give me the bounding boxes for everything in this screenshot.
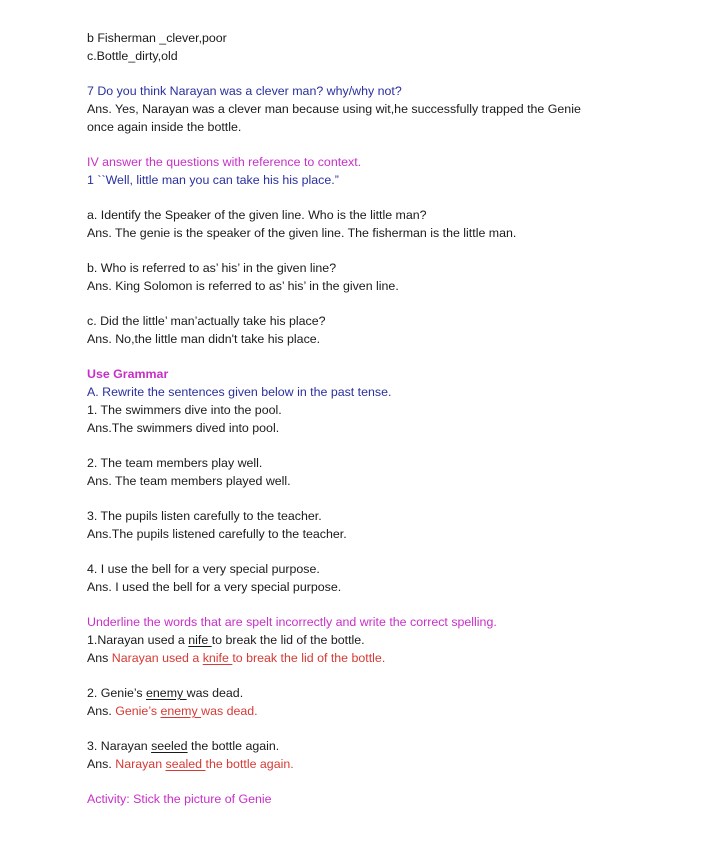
context-quote: 1 ``Well, little man you can take his his place.” <box>87 173 339 187</box>
spelling-q2 <box>87 685 243 701</box>
spelling-q1-pre: 1.Narayan used a <box>87 633 189 647</box>
spelling-q3-pre: 3. Narayan <box>87 739 152 753</box>
spelling-a1-word: knife <box>202 651 233 665</box>
question-b: b. Who is referred to as’ his’ in the given line? <box>87 261 337 275</box>
spelling-a3 <box>87 756 294 772</box>
match-item-c: c.Bottle_dirty,old <box>87 49 178 63</box>
spelling-a2-word: enemy <box>160 704 202 718</box>
spelling-instruction: Underline the words that are spelt incorrectly and write the correct spelling. <box>87 615 497 629</box>
question-7: 7 Do you think Narayan was a clever man? why/why not? <box>87 84 402 98</box>
grammar-instruction: A. Rewrite the sentences given below in the past tense. <box>87 385 392 399</box>
spelling-q1-word: nife <box>188 633 212 647</box>
grammar-q4: 4. I use the bell for a very special purpose. <box>87 562 320 576</box>
spelling-q2-word: enemy <box>146 686 187 700</box>
spelling-a3-lead: Ans. <box>87 757 116 771</box>
answer-c: Ans. No,the little man didn't take his place. <box>87 332 321 346</box>
spelling-a2 <box>87 703 258 719</box>
spelling-a3-word: sealed <box>165 757 206 771</box>
grammar-a2: Ans. The team members played well. <box>87 474 291 488</box>
spelling-a1-post: to break the lid of the bottle. <box>232 651 386 665</box>
answer-7-line-2: once again inside the bottle. <box>87 120 242 134</box>
spelling-q2-post: was dead. <box>186 686 244 700</box>
answer-a: Ans. The genie is the speaker of the given line. The fisherman is the little man. <box>87 226 517 240</box>
spelling-a2-lead: Ans. <box>87 704 116 718</box>
grammar-a1: Ans.The swimmers dived into pool. <box>87 421 280 435</box>
spelling-q1 <box>87 632 365 648</box>
answer-7-line-1: Ans. Yes, Narayan was a clever man because using wit,he successfully trapped the Genie <box>87 102 581 116</box>
spelling-a2-post: was dead. <box>201 704 258 718</box>
grammar-q3: 3. The pupils listen carefully to the teacher. <box>87 509 322 523</box>
grammar-q1: 1. The swimmers dive into the pool. <box>87 403 282 417</box>
question-c: c. Did the little’ man’actually take his place? <box>87 314 326 328</box>
use-grammar-heading: Use Grammar <box>87 367 169 381</box>
question-a: a. Identify the Speaker of the given line. Who is the little man? <box>87 208 427 222</box>
section-iv-heading: IV answer the questions with reference to context. <box>87 155 362 169</box>
spelling-q1-post: to break the lid of the bottle. <box>211 633 365 647</box>
spelling-a1-pre: Narayan used a <box>111 651 203 665</box>
spelling-a2-pre: Genie’s <box>115 704 161 718</box>
grammar-q2: 2. The team members play well. <box>87 456 263 470</box>
spelling-q2-pre: 2. Genie’s <box>87 686 147 700</box>
grammar-a3: Ans.The pupils listened carefully to the teacher. <box>87 527 347 541</box>
spelling-q3-word: seeled <box>151 739 188 753</box>
activity-line: Activity: Stick the picture of Genie <box>87 792 272 806</box>
answer-b: Ans. King Solomon is referred to as’ his’ in the given line. <box>87 279 399 293</box>
spelling-a1-lead: Ans <box>87 651 112 665</box>
spelling-a3-post: the bottle again. <box>205 757 294 771</box>
grammar-a4: Ans. I used the bell for a very special purpose. <box>87 580 342 594</box>
match-item-b: b Fisherman _clever,poor <box>87 31 227 45</box>
spelling-q3-post: the bottle again. <box>187 739 280 753</box>
spelling-a3-pre: Narayan <box>115 757 166 771</box>
spelling-a1 <box>87 650 385 666</box>
spelling-q3 <box>87 738 279 754</box>
